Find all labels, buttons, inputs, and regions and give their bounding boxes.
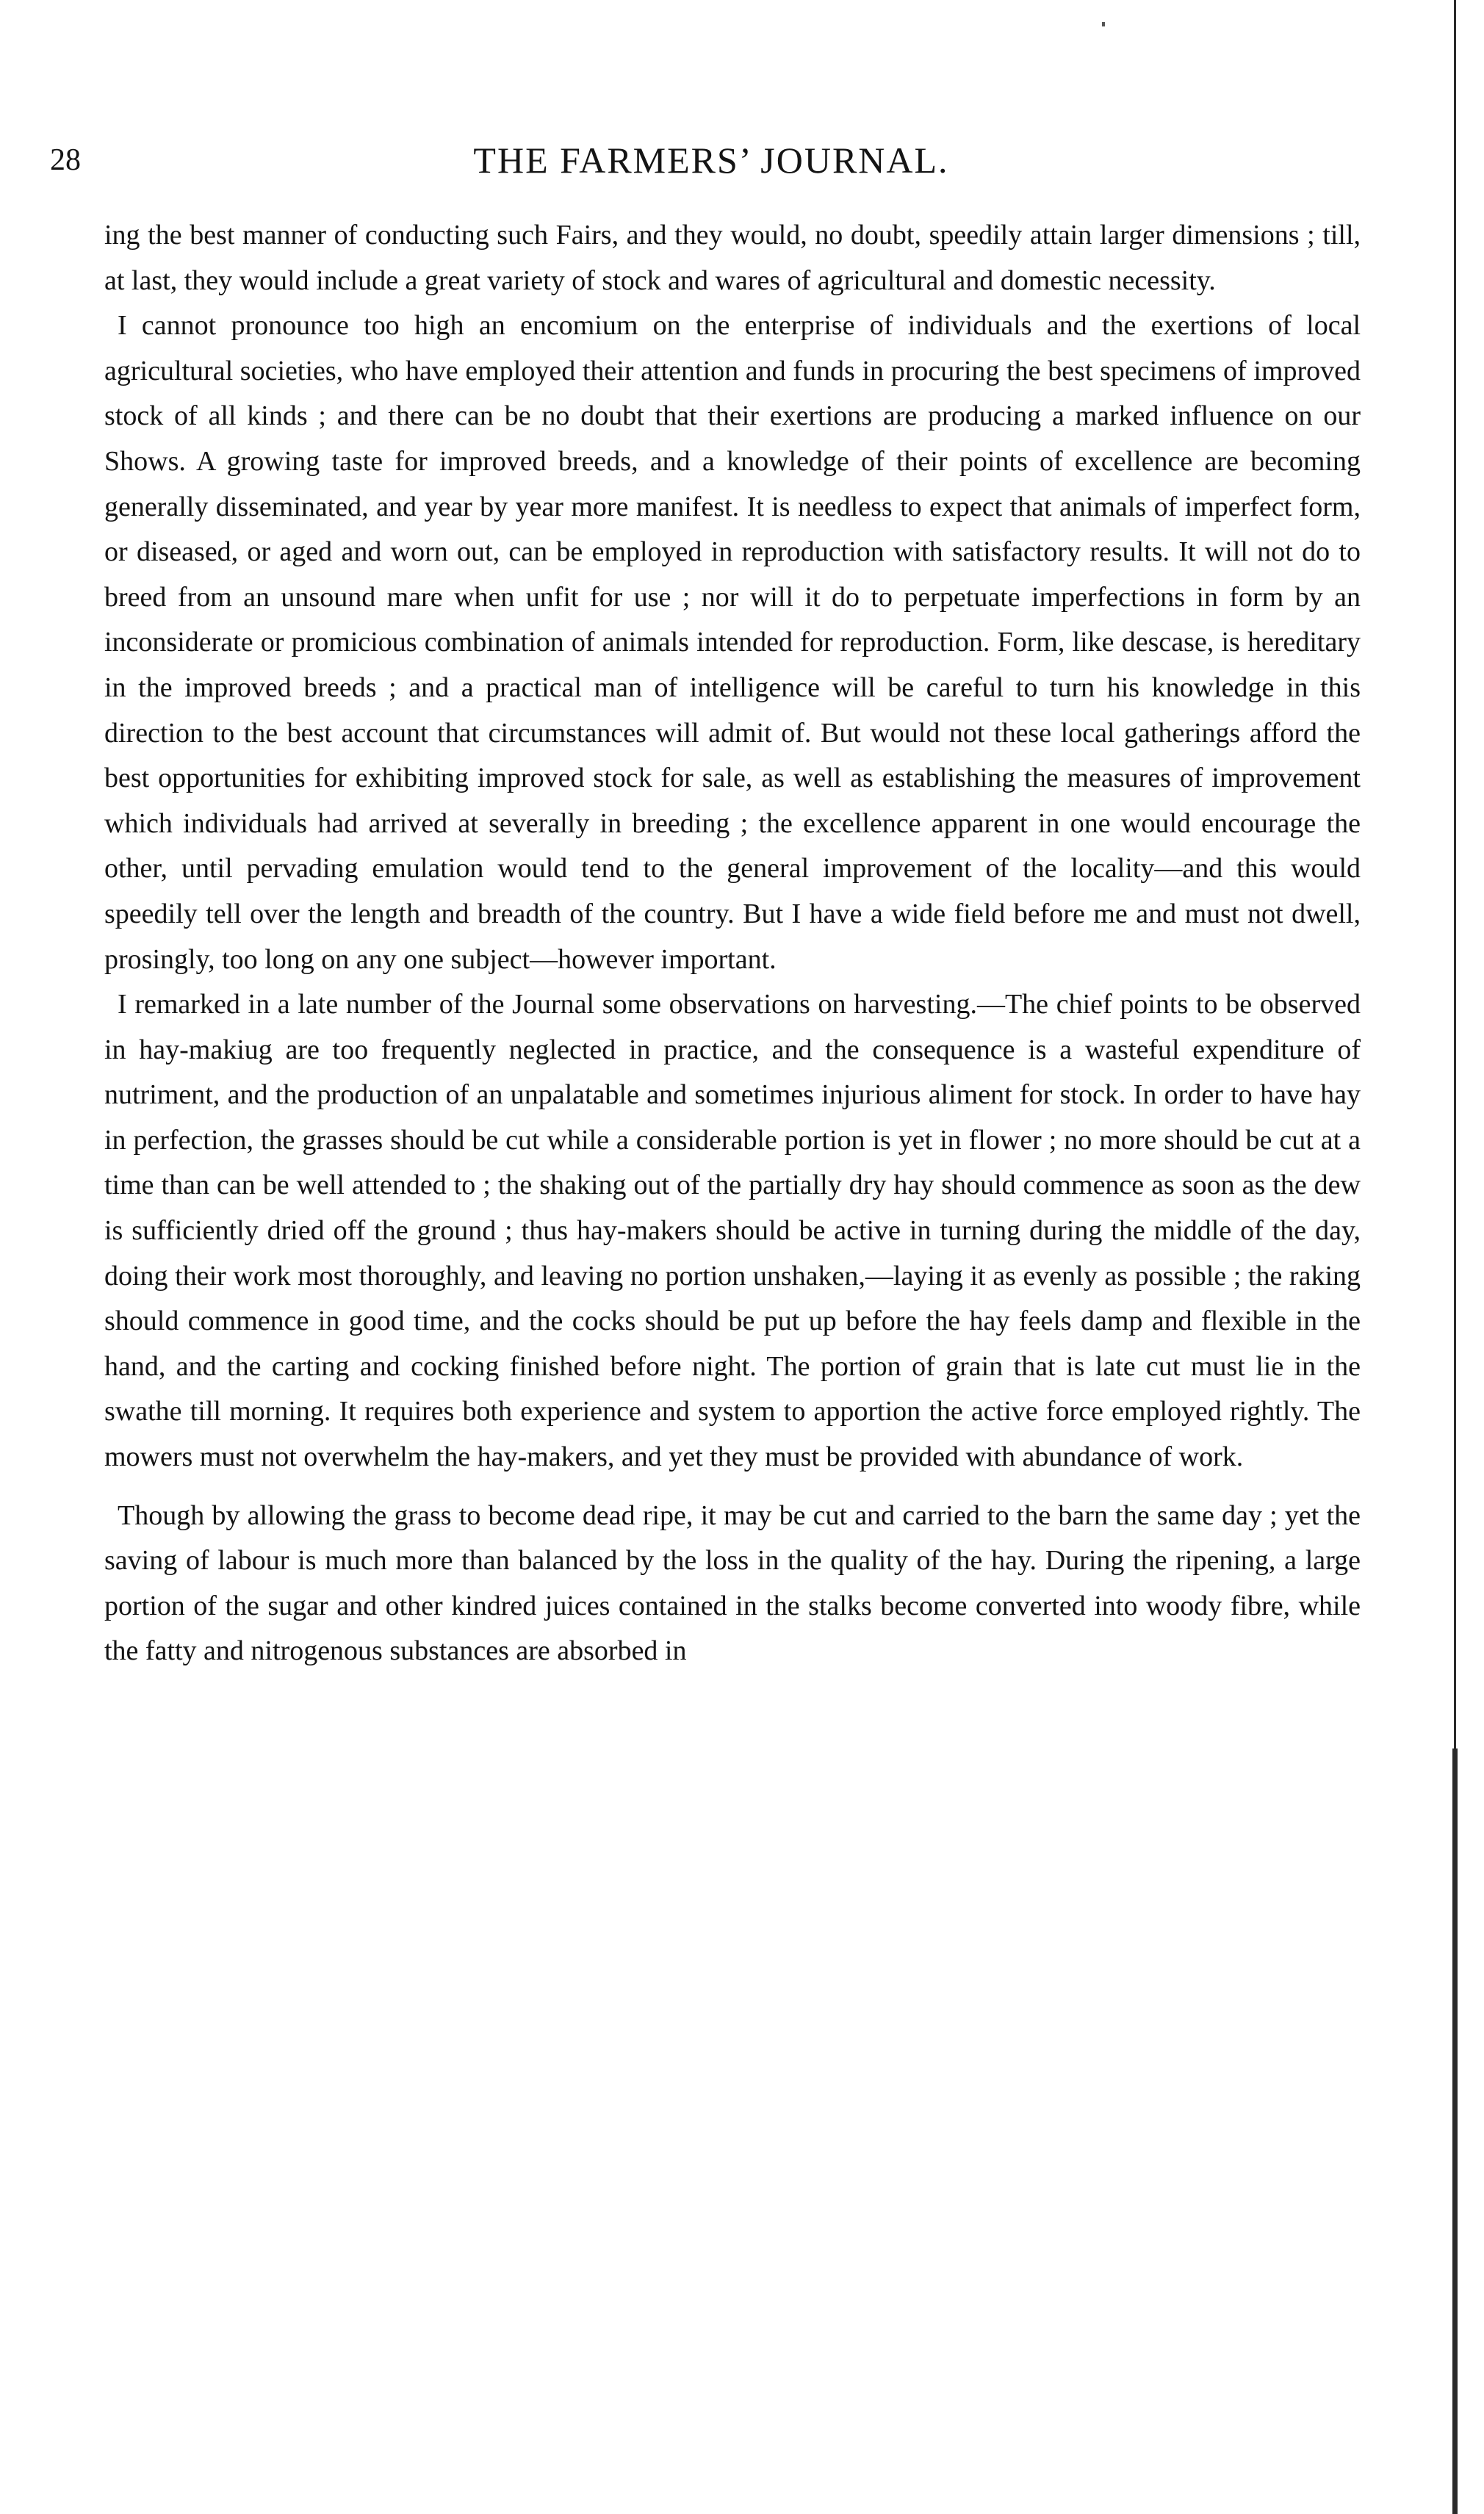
paragraph-hay-making: I remarked in a late number of the Journal some observations on harvesting.—The chief points to be observed in hay-makiug are too frequently neglected in practice, and the consequence is a wasteful expenditure of nutriment, and the production of an unpalatable and sometimes injurious aliment for stock. In order to have hay in perfection, the grasses should be cut while a considerable portion is yet in flower ; no more should be cut at a time than can be well attended to ; the shaking out of the partially dry hay should commence as soon as the dew is sufficiently dried off the ground ; thus hay-makers should be active in turning during the middle of the day, doing their work most thoroughly, and leaving no portion unshaken,—laying it as evenly as possible ; the raking should commence in good time, and the cocks should be put up before the hay feels damp and flexible in the hand, and the carting and cocking finished before night. The portion of grain that is late cut must lie in the swathe till morning. It requires both experience and system to apportion the active force employed rightly. The mowers must not overwhelm the hay-makers, and yet they must be provided with abundance of work. bbox=[104, 989, 1361, 1473]
paragraph-continuation: ing the best manner of conducting such Fairs, and they would, no doubt, speedily attain larger dimensions ; till, at last, they would include a great variety of stock and wares of agricultural and domestic necessity. bbox=[104, 220, 1361, 296]
paragraph-local-societies: I cannot pronounce too high an encomium on the enterprise of individuals and the exertions of local agricultural societies, who have employed their attention and funds in procuring the best specimens of improved stock of all kinds ; and there can be no doubt that their exertions are producing a marked influence on our Shows. A growing taste for improved breeds, and a knowledge of their points of excellence are becoming generally disseminated, and year by year more manifest. It is needless to expect that animals of imperfect form, or diseased, or aged and worn out, can be employed in reproduction with satisfactory results. It will not do to breed from an unsound mare when unfit for use ; nor will it do to perpetuate imperfections in form by an inconsiderate or promicious combination of animals intended for reproduction. Form, like descase, is hereditary in the improved breeds ; and a practical man of intelligence will be careful to turn his knowledge in this direction to the best account that circumstances will admit of. But would not these local gatherings afford the best opportunities for exhibiting improved stock for sale, as well as establishing the measures of improvement which individuals had arrived at severally in breeding ; the excellence apparent in one would encourage the other, until pervading emulation would tend to the general improvement of the locality—and this would speedily tell over the length and breadth of the country. But I have a wide field before me and must not dwell, prosingly, too long on any one subject—however important. bbox=[104, 310, 1361, 975]
paragraph-ripening: Though by allowing the grass to become dead ripe, it may be cut and carried to the barn the same day ; yet the saving of labour is much more than balanced by the loss in the quality of the hay. During the ripening, a large portion of the sugar and other kindred juices contained in the stalks become converted into woody fibre, while the fatty and nitrogenous substances are absorbed in bbox=[104, 1499, 1361, 1667]
page-header bbox=[50, 138, 1372, 190]
scan-speck bbox=[1102, 22, 1105, 26]
running-title: THE FARMERS’ JOURNAL. bbox=[473, 140, 949, 181]
page-number: 28 bbox=[50, 143, 81, 177]
page-edge-shadow bbox=[1452, 1748, 1458, 2514]
article-body bbox=[104, 213, 1361, 1674]
